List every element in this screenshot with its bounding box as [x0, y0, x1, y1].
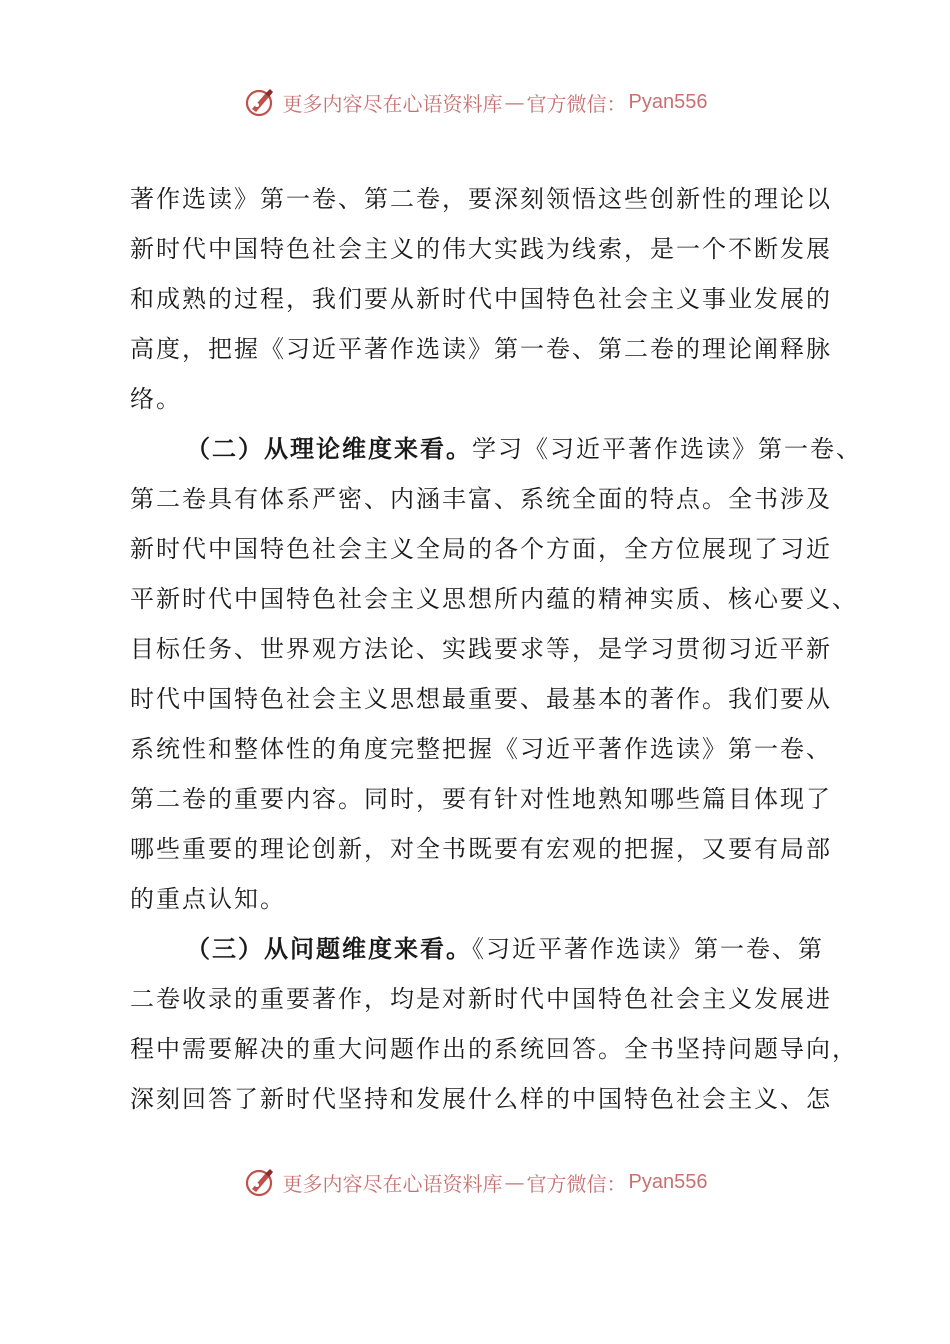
section-heading-3: （三）从问题维度来看。 — [186, 934, 472, 963]
text-line: 平新时代中国特色社会主义思想所内蕴的精神实质、核心要义、 — [130, 585, 858, 613]
text-line: 和成熟的过程，我们要从新时代中国特色社会主义事业发展的 — [130, 285, 832, 313]
text-line: 二卷收录的重要著作，均是对新时代中国特色社会主义发展进 — [130, 985, 832, 1013]
text-line: 著作选读》第一卷、第二卷，要深刻领悟这些创新性的理论以 — [130, 185, 832, 213]
paragraph-3 — [130, 924, 858, 1124]
footer-dash: — — [504, 1170, 525, 1194]
footer-site-name: 更多内容尽在心语资料库 — [282, 1171, 503, 1196]
text-line: 目标任务、世界观方法论、实践要求等，是学习贯彻习近平新 — [130, 635, 832, 663]
section-heading-2: （二）从理论维度来看。 — [186, 434, 472, 463]
paragraph-2 — [130, 424, 862, 924]
text-line: 第二卷具有体系严密、内涵丰富、系统全面的特点。全书涉及 — [130, 485, 832, 513]
footer-wechat-id: Pyan556 — [628, 1170, 708, 1193]
text-line: 时代中国特色社会主义思想最重要、最基本的著作。我们要从 — [130, 685, 832, 713]
text-line: 络。 — [130, 385, 182, 413]
text-fragment: 《习近平著作选读》第一卷、第 — [472, 935, 824, 963]
text-line: 新时代中国特色社会主义全局的各个方面，全方位展现了习近 — [130, 535, 832, 563]
text-line-first — [130, 424, 862, 474]
pen-logo-icon — [243, 1165, 277, 1199]
text-line: 深刻回答了新时代坚持和发展什么样的中国特色社会主义、怎 — [130, 1085, 832, 1113]
paragraph-1 — [130, 174, 830, 424]
text-fragment: 学习《习近平著作选读》第一卷、 — [472, 435, 862, 463]
text-line: 新时代中国特色社会主义的伟大实践为线索，是一个不断发展 — [130, 235, 832, 263]
text-line-first — [130, 924, 830, 974]
footer-watermark — [0, 1162, 950, 1202]
text-line: 第二卷的重要内容。同时，要有针对性地熟知哪些篇目体现了 — [130, 785, 832, 813]
document-body — [130, 174, 862, 1124]
header-watermark — [0, 82, 950, 122]
text-line: 的重点认知。 — [130, 885, 286, 913]
header-site-name: 更多内容尽在心语资料库 — [282, 91, 503, 116]
header-wechat-id: Pyan556 — [628, 90, 708, 113]
text-line: 程中需要解决的重大问题作出的系统回答。全书坚持问题导向， — [130, 1035, 858, 1063]
footer-wechat-label: 官方微信： — [526, 1171, 627, 1196]
header-dash: — — [504, 90, 525, 114]
header-wechat-label: 官方微信： — [526, 91, 627, 116]
pen-logo-icon — [243, 85, 277, 119]
text-line: 高度，把握《习近平著作选读》第一卷、第二卷的理论阐释脉 — [130, 335, 832, 363]
text-line: 哪些重要的理论创新，对全书既要有宏观的把握，又要有局部 — [130, 835, 832, 863]
text-line: 系统性和整体性的角度完整把握《习近平著作选读》第一卷、 — [130, 735, 832, 763]
